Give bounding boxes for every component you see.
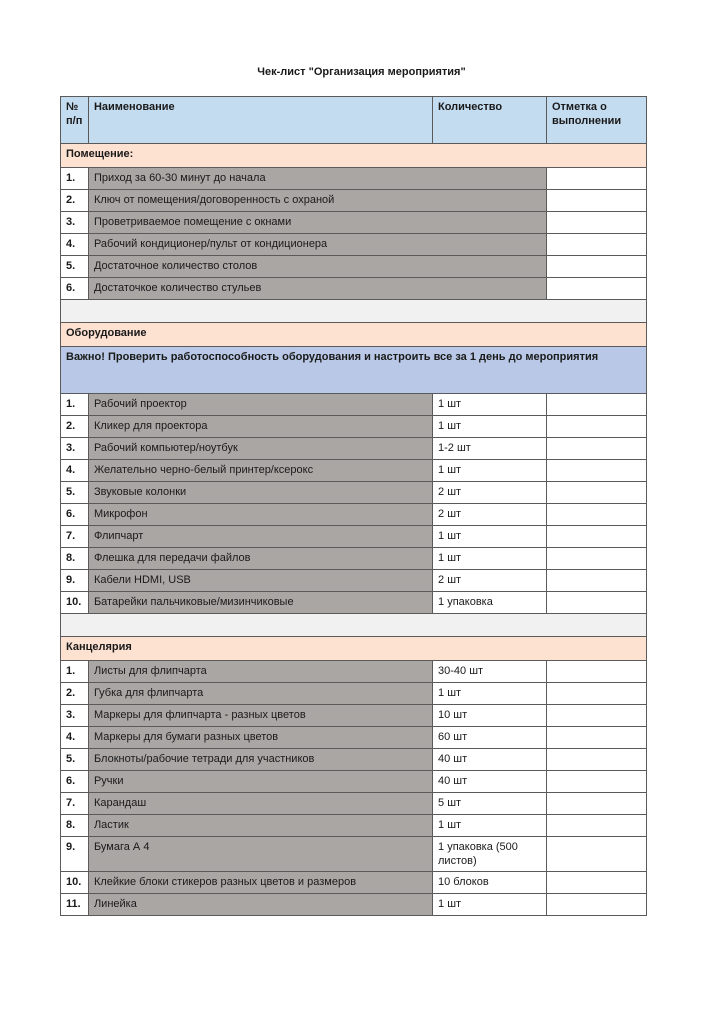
table-row [61, 592, 647, 614]
item-name: Звуковые колонки [88, 482, 432, 504]
section-stationery-title: Канцелярия [61, 637, 647, 661]
table-row [61, 815, 647, 837]
item-quantity: 2 шт [433, 482, 547, 504]
item-name: Бумага А 4 [88, 837, 432, 872]
item-done-mark[interactable] [546, 438, 646, 460]
section-equipment [61, 323, 647, 347]
item-number: 11. [61, 894, 89, 916]
table-row [61, 438, 647, 460]
table-row [61, 416, 647, 438]
table-row [61, 872, 647, 894]
item-quantity: 1 шт [433, 683, 547, 705]
item-done-mark[interactable] [546, 278, 646, 300]
item-number: 10. [61, 872, 89, 894]
item-quantity: 40 шт [433, 749, 547, 771]
item-number: 10. [61, 592, 89, 614]
header-name: Наименование [88, 97, 432, 144]
item-name: Губка для флипчарта [88, 683, 432, 705]
item-done-mark[interactable] [546, 771, 646, 793]
item-done-mark[interactable] [546, 504, 646, 526]
item-done-mark[interactable] [546, 815, 646, 837]
table-row [61, 661, 647, 683]
spacer-row [61, 614, 647, 637]
item-name: Флипчарт [88, 526, 432, 548]
item-done-mark[interactable] [546, 592, 646, 614]
document-title: Чек-лист "Организация мероприятия" [257, 66, 466, 78]
item-done-mark[interactable] [546, 526, 646, 548]
item-quantity: 2 шт [433, 504, 547, 526]
table-row [61, 570, 647, 592]
item-done-mark[interactable] [546, 705, 646, 727]
section-room [61, 144, 647, 168]
table-row [61, 482, 647, 504]
item-name: Листы для флипчарта [88, 661, 432, 683]
item-number: 7. [61, 793, 89, 815]
table-row [61, 256, 647, 278]
item-done-mark[interactable] [546, 482, 646, 504]
section-stationery [61, 637, 647, 661]
item-quantity: 5 шт [433, 793, 547, 815]
table-row [61, 278, 647, 300]
item-number: 6. [61, 771, 89, 793]
table-body [61, 144, 647, 916]
item-quantity: 1-2 шт [433, 438, 547, 460]
item-done-mark[interactable] [546, 683, 646, 705]
table-row [61, 526, 647, 548]
item-done-mark[interactable] [546, 837, 646, 872]
item-quantity: 1 шт [433, 526, 547, 548]
item-done-mark[interactable] [546, 394, 646, 416]
item-number: 7. [61, 526, 89, 548]
section-equipment-title: Оборудование [61, 323, 647, 347]
table-row [61, 727, 647, 749]
checklist-table [60, 96, 647, 916]
header-qty: Количество [433, 97, 547, 144]
spacer-cell [61, 614, 647, 637]
item-number: 4. [61, 234, 89, 256]
item-number: 1. [61, 661, 89, 683]
item-name: Желательно черно-белый принтер/ксерокс [88, 460, 432, 482]
item-name: Достаточное количество столов [88, 256, 546, 278]
item-name: Рабочий проектор [88, 394, 432, 416]
spacer-cell [61, 300, 647, 323]
item-number: 2. [61, 416, 89, 438]
item-quantity: 10 блоков [433, 872, 547, 894]
item-name: Кликер для проектора [88, 416, 432, 438]
table-row [61, 837, 647, 872]
item-name: Блокноты/рабочие тетради для участников [88, 749, 432, 771]
table-row [61, 749, 647, 771]
item-quantity: 1 шт [433, 460, 547, 482]
item-quantity: 1 шт [433, 894, 547, 916]
table-row [61, 234, 647, 256]
header-mark: Отметка о выполнении [546, 97, 646, 144]
item-done-mark[interactable] [546, 727, 646, 749]
header-num: № п/п [61, 97, 89, 144]
item-name: Приход за 60-30 минут до начала [88, 168, 546, 190]
item-done-mark[interactable] [546, 168, 646, 190]
table-row [61, 504, 647, 526]
item-done-mark[interactable] [546, 872, 646, 894]
table-row [61, 460, 647, 482]
item-number: 9. [61, 837, 89, 872]
item-quantity: 2 шт [433, 570, 547, 592]
item-done-mark[interactable] [546, 570, 646, 592]
item-number: 3. [61, 212, 89, 234]
item-name: Ластик [88, 815, 432, 837]
important-note-row [61, 347, 647, 394]
table-row [61, 771, 647, 793]
item-number: 2. [61, 683, 89, 705]
spacer-row [61, 300, 647, 323]
item-name: Маркеры для флипчарта - разных цветов [88, 705, 432, 727]
item-name: Линейка [88, 894, 432, 916]
table-row [61, 548, 647, 570]
item-name: Кабели HDMI, USB [88, 570, 432, 592]
item-number: 1. [61, 168, 89, 190]
item-number: 6. [61, 278, 89, 300]
item-name: Маркеры для бумаги разных цветов [88, 727, 432, 749]
item-name: Карандаш [88, 793, 432, 815]
item-quantity: 1 шт [433, 416, 547, 438]
item-done-mark[interactable] [546, 460, 646, 482]
item-name: Рабочий кондиционер/пульт от кондиционера [88, 234, 546, 256]
item-done-mark[interactable] [546, 234, 646, 256]
item-number: 1. [61, 394, 89, 416]
item-number: 8. [61, 815, 89, 837]
item-quantity: 1 упаковка (500 листов) [433, 837, 547, 872]
item-number: 4. [61, 727, 89, 749]
section-room-title: Помещение: [61, 144, 647, 168]
item-done-mark[interactable] [546, 212, 646, 234]
item-number: 5. [61, 749, 89, 771]
item-number: 3. [61, 705, 89, 727]
item-name: Достаточкое количество стульев [88, 278, 546, 300]
table-row [61, 705, 647, 727]
item-quantity: 60 шт [433, 727, 547, 749]
important-note: Важно! Проверить работоспособность оборудования и настроить все за 1 день до мероприятия [61, 347, 647, 394]
item-number: 2. [61, 190, 89, 212]
item-name: Ручки [88, 771, 432, 793]
item-name: Батарейки пальчиковые/мизинчиковые [88, 592, 432, 614]
item-number: 6. [61, 504, 89, 526]
item-quantity: 1 шт [433, 394, 547, 416]
table-row [61, 394, 647, 416]
item-done-mark[interactable] [546, 190, 646, 212]
item-done-mark[interactable] [546, 894, 646, 916]
item-number: 9. [61, 570, 89, 592]
item-name: Клейкие блоки стикеров разных цветов и размеров [88, 872, 432, 894]
item-number: 4. [61, 460, 89, 482]
item-name: Микрофон [88, 504, 432, 526]
table-row [61, 168, 647, 190]
item-number: 5. [61, 482, 89, 504]
item-quantity: 40 шт [433, 771, 547, 793]
item-done-mark[interactable] [546, 793, 646, 815]
table-row [61, 894, 647, 916]
item-number: 5. [61, 256, 89, 278]
item-done-mark[interactable] [546, 661, 646, 683]
item-name: Проветриваемое помещение с окнами [88, 212, 546, 234]
item-quantity: 1 упаковка [433, 592, 547, 614]
item-number: 8. [61, 548, 89, 570]
table-header-row [61, 97, 647, 144]
item-done-mark[interactable] [546, 416, 646, 438]
table-row [61, 190, 647, 212]
item-quantity: 10 шт [433, 705, 547, 727]
item-done-mark[interactable] [546, 749, 646, 771]
table-row [61, 683, 647, 705]
item-name: Ключ от помещения/договоренность с охраной [88, 190, 546, 212]
item-done-mark[interactable] [546, 548, 646, 570]
item-number: 3. [61, 438, 89, 460]
table-row [61, 212, 647, 234]
item-name: Рабочий компьютер/ноутбук [88, 438, 432, 460]
item-quantity: 1 шт [433, 815, 547, 837]
item-quantity: 30-40 шт [433, 661, 547, 683]
item-name: Флешка для передачи файлов [88, 548, 432, 570]
item-done-mark[interactable] [546, 256, 646, 278]
item-quantity: 1 шт [433, 548, 547, 570]
table-row [61, 793, 647, 815]
